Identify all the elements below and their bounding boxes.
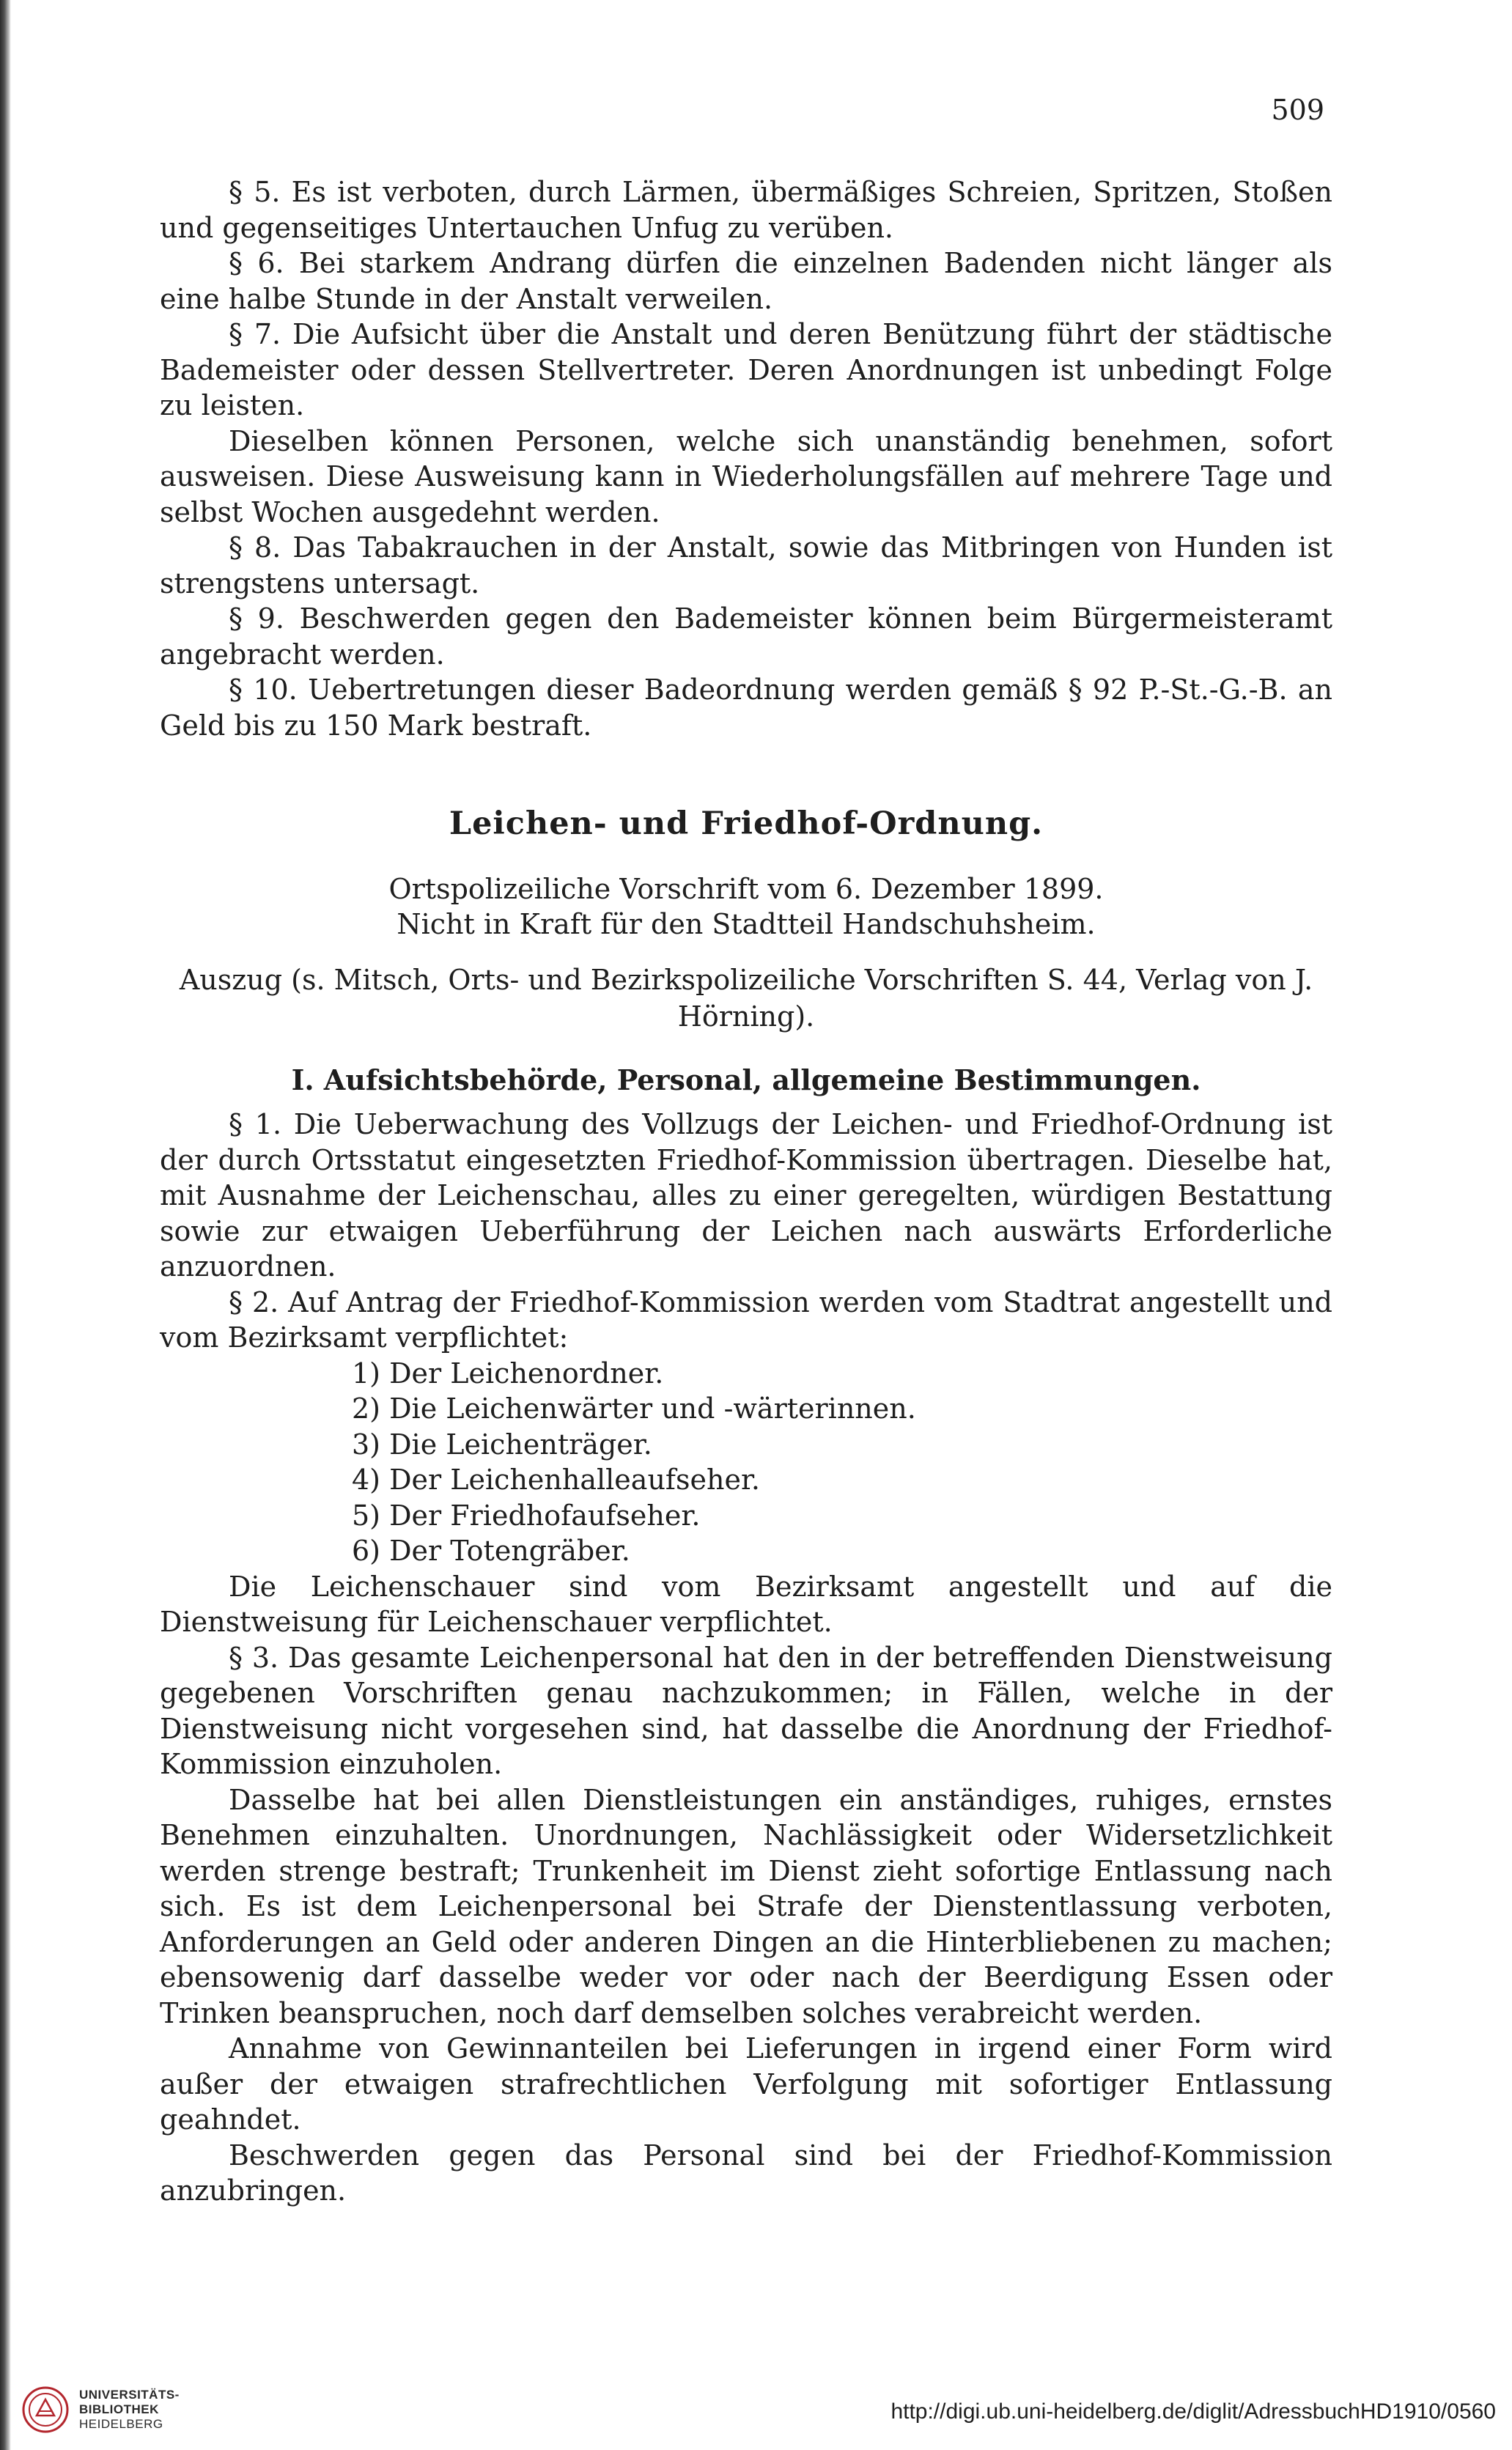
library-seal-icon [22,2386,69,2433]
source-url-link[interactable]: http://digi.ub.uni-heidelberg.de/diglit/AdressbuchHD1910/0560 [890,2399,1496,2424]
paragraph-leichenschauer: Die Leichenschauer sind vom Bezirksamt angestellt und auf die Dienstweisung für Leichenschauer verpflichtet. [160,1570,1332,1638]
paragraph-s8: § 8. Das Tabakrauchen in der Anstalt, sowie das Mitbringen von Hunden ist strengstens untersagt. [160,531,1332,599]
paragraph-s2: § 2. Auf Antrag der Friedhof-Kommission werden vom Stadtrat angestellt und vom Bezirksamt verpflichtet: [160,1285,1332,1354]
extract-note: Auszug (s. Mitsch, Orts- und Bezirkspolizeiliche Vorschriften S. 44, Verlag von J. Hörning). [179,963,1313,1033]
paragraph-s7-continued: Dieselben können Personen, welche sich unanständig benehmen, sofort ausweisen. Diese Ausweisung kann in Wiederholungsfällen auf mehrere Tage und selbst Wochen ausgedehnt werden. [160,424,1332,528]
paragraph-s3: § 3. Das gesamte Leichenpersonal hat den in der betreffenden Dienstweisung gegebenen Vorschriften genau nachzukommen; in Fällen, welche in der Dienstweisung nicht vorgesehen sind, hat dasselbe die Anordnung der Friedhof-Kommission einzuholen. [160,1641,1332,1780]
paragraph-s3-complaints: Beschwerden gegen das Personal sind bei der Friedhof-Kommission anzubringen. [160,2139,1332,2207]
library-name-line: UNIVERSITÄTS- [79,2388,180,2402]
page-body [160,174,1332,2209]
library-logo [22,2386,180,2433]
library-name-line: HEIDELBERG [79,2417,163,2431]
list-item: 5) Der Friedhofaufseher. [352,1499,701,1532]
list-item: 3) Die Leichenträger. [352,1428,652,1461]
paragraph-s3-gains: Annahme von Gewinnanteilen bei Lieferungen in irgend einer Form wird außer der etwaigen strafrechtlichen Verfolgung mit sofortiger Entlassung geahndet. [160,2032,1332,2136]
part-title: I. Aufsichtsbehörde, Personal, allgemeine Bestimmungen. [291,1063,1201,1096]
section-subtitle-scope: Nicht in Kraft für den Stadtteil Handschuhsheim. [397,908,1096,940]
list-item: 1) Der Leichenordner. [352,1357,664,1390]
list-item: 4) Der Leichenhalleaufseher. [352,1464,761,1496]
paragraph-s5: § 5. Es ist verboten, durch Lärmen, übermäßiges Schreien, Spritzen, Stoßen und gegenseitiges Untertauchen Unfug zu verüben. [160,176,1332,244]
page-number: 509 [1271,94,1324,126]
paragraph-s6: § 6. Bei starkem Andrang dürfen die einzelnen Badenden nicht länger als eine halbe Stunde in der Anstalt verweilen. [160,247,1332,315]
list-item: 6) Der Totengräber. [352,1535,630,1567]
section-subtitle-date: Ortspolizeiliche Vorschrift vom 6. Dezember 1899. [388,872,1104,905]
scan-binding-edge [0,0,11,2450]
list-item: 2) Die Leichenwärter und -wärterinnen. [352,1392,916,1425]
paragraph-s3-conduct: Dasselbe hat bei allen Dienstleistungen ein anständiges, ruhiges, ernstes Benehmen einzuhalten. Unordnungen, Nachlässigkeit oder Widersetzlichkeit werden strenge bestraft; Trunkenheit im Dienst zieht sofortige Entlassung nach sich. Es ist dem Leichenpersonal bei Strafe der Dienstentlassung verboten, Anforderungen an Geld oder anderen Dingen an die Hinterbliebenen zu machen; ebensowenig darf dasselbe weder vor oder nach der Beerdigung Essen oder Trinken beanspruchen, noch darf demselben solches verabreicht werden. [160,1783,1332,2029]
paragraph-s9: § 9. Beschwerden gegen den Bademeister können beim Bürgermeisteramt angebracht werden. [160,602,1332,671]
library-name-line: BIBLIOTHEK [79,2402,159,2416]
section-title: Leichen- und Friedhof-Ordnung. [449,805,1044,842]
paragraph-s7: § 7. Die Aufsicht über die Anstalt und deren Benützung führt der städtische Bademeister oder dessen Stellvertreter. Deren Anordnungen ist unbedingt Folge zu leisten. [160,318,1332,421]
paragraph-s1: § 1. Die Ueberwachung des Vollzugs der Leichen- und Friedhof-Ordnung ist der durch Ortsstatut eingesetzten Friedhof-Kommission übertragen. Dieselbe hat, mit Ausnahme der Leichenschau, alles zu einer geregelten, würdigen Bestattung sowie zur etwaigen Ueberführung der Leichen nach auswärts Erforderliche anzuordnen. [160,1108,1332,1283]
personnel-list [352,1356,1332,1569]
paragraph-s10: § 10. Uebertretungen dieser Badeordnung werden gemäß § 92 P.-St.-G.-B. an Geld bis zu 150 Mark bestraft. [160,674,1332,742]
library-name [79,2388,180,2432]
